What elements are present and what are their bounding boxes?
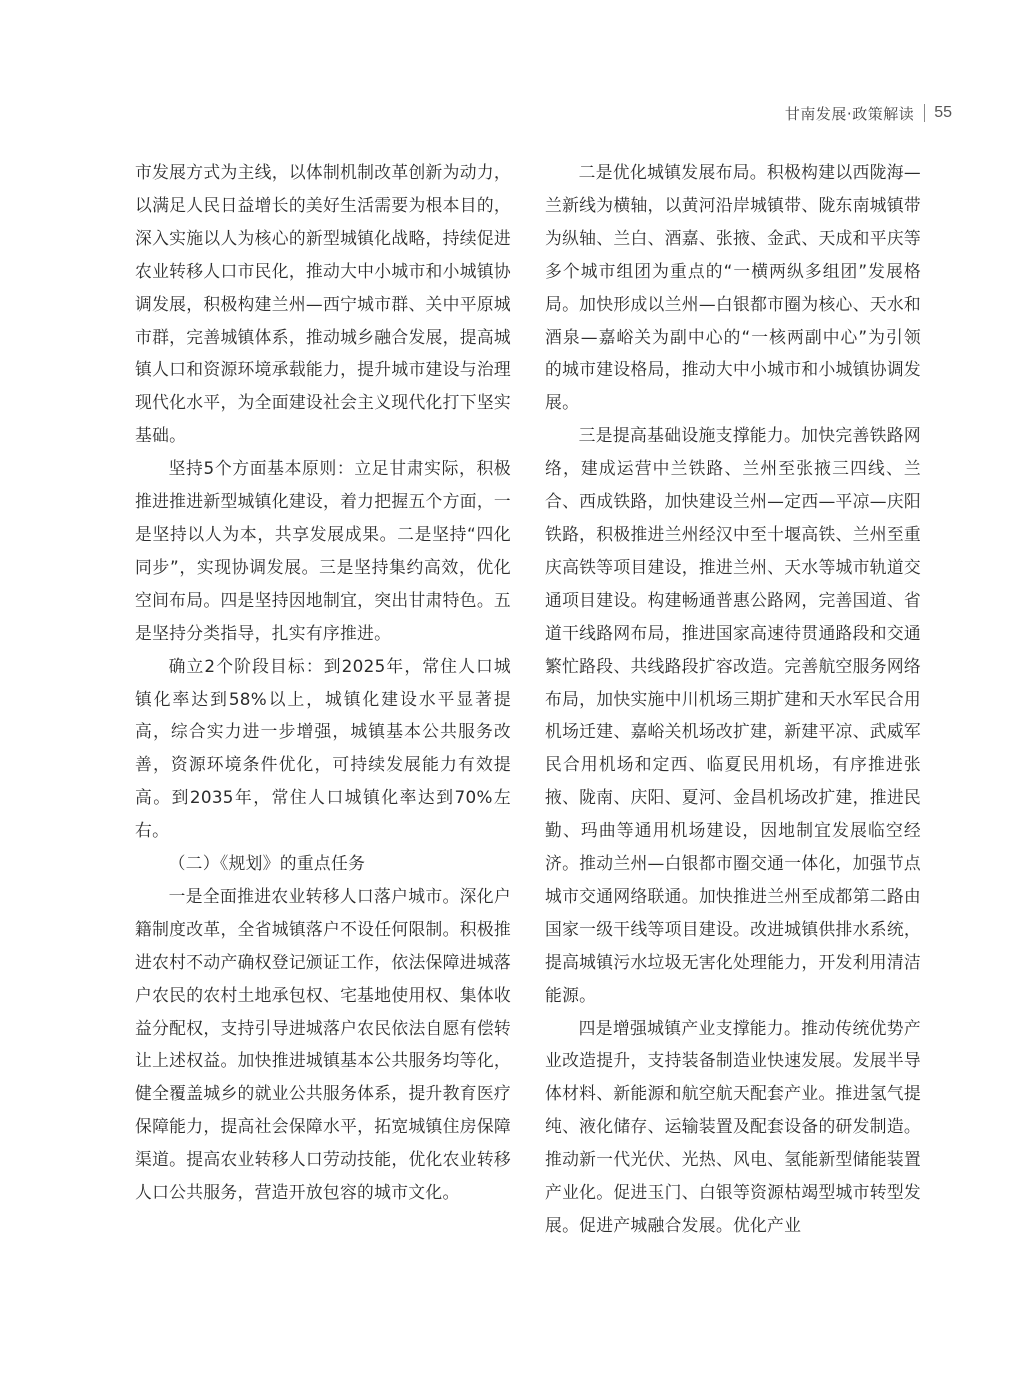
running-header: [785, 101, 952, 125]
section-subheading: （二）《规划》的重点任务: [168, 853, 366, 874]
paragraph: 坚持5个方面基本原则：立足甘肃实际，积极推进推进新型城镇化建设，着力把握五个方面，一是坚持以人为本，共享发展成果。二是坚持“四化同步”，实现协调发展。三是坚持集约高效，优化空间布局。四是坚持因地制宜，突出甘肃特色。五是坚持分类指导，扎实有序推进。: [135, 458, 511, 643]
paragraph: 二是优化城镇发展布局。积极构建以西陇海—兰新线为横轴，以黄河沿岸城镇带、陇东南城镇带为纵轴、兰白、酒嘉、张掖、金武、天成和平庆等多个城市组团为重点的“一横两纵多组团”发展格局。加快形成以兰州—白银都市圈为核心、天水和酒泉—嘉峪关为副中心的“一核两副中心”为引领的城市建设格局，推动大中小城市和小城镇协调发展。: [545, 162, 921, 413]
left-column: [135, 156, 511, 1209]
header-section-title: 甘南发展·政策解读: [784, 104, 915, 123]
right-column: [545, 156, 921, 1242]
paragraph: 一是全面推进农业转移人口落户城市。深化户籍制度改革，全省城镇落户不设任何限制。积极推进农村不动产确权登记颁证工作，依法保障进城落户农民的农村土地承包权、宅基地使用权、集体收益分配权，支持引导进城落户农民依法自愿有偿转让上述权益。加快推进城镇基本公共服务均等化，健全覆盖城乡的就业公共服务体系，提升教育医疗保障能力，提高社会保障水平，拓宽城镇住房保障渠道。提高农业转移人口劳动技能，优化农业转移人口公共服务，营造开放包容的城市文化。: [135, 885, 511, 1203]
page-number: 55: [934, 104, 952, 121]
paragraph: 市发展方式为主线，以体制机制改革创新为动力，以满足人民日益增长的美好生活需要为根本目的，深入实施以人为核心的新型城镇化战略，持续促进农业转移人口市民化，推动大中小城市和小城镇协调发展，积极构建兰州—西宁城市群、关中平原城市群，完善城镇体系，推动城乡融合发展，提高城镇人口和资源环境承载能力，提升城市建设与治理现代化水平，为全面建设社会主义现代化打下坚实基础。: [135, 162, 511, 446]
paragraph: 三是提高基础设施支撑能力。加快完善铁路网络，建成运营中兰铁路、兰州至张掖三四线、兰合、西成铁路，加快建设兰州—定西—平凉—庆阳铁路，积极推进兰州经汉中至十堰高铁、兰州至重庆高铁等项目建设，推进兰州、天水等城市轨道交通项目建设。构建畅通普惠公路网，完善国道、省道干线路网布局，推进国家高速待贯通路段和交通繁忙路段、共线路段扩容改造。完善航空服务网络布局，加快实施中川机场三期扩建和天水军民合用机场迁建、嘉峪关机场改扩建，新建平凉、武威军民合用机场和定西、临夏民用机场，有序推进张掖、陇南、庆阳、夏河、金昌机场改扩建，推进民勤、玛曲等通用机场建设，因地制宜发展临空经济。推动兰州—白银都市圈交通一体化，加强节点城市交通网络联通。加快推进兰州至成都第二路由国家一级干线等项目建设。改进城镇供排水系统，提高城镇污水垃圾无害化处理能力，开发利用清洁能源。: [545, 425, 921, 1005]
paragraph: 确立2个阶段目标：到2025年，常住人口城镇化率达到58%以上，城镇化建设水平显著提高，综合实力进一步增强，城镇基本公共服务改善，资源环境条件优化，可持续发展能力有效提高。到2035年，常住人口城镇化率达到70%左右。: [135, 655, 511, 841]
paragraph: 四是增强城镇产业支撑能力。推动传统优势产业改造提升，支持装备制造业快速发展。发展半导体材料、新能源和航空航天配套产业。推进氢气提纯、液化储存、运输装置及配套设备的研发制造。推动新一代光伏、光热、风电、氢能新型储能装置产业化。促进玉门、白银等资源枯竭型城市转型发展。促进产城融合发展。优化产业: [545, 1017, 921, 1235]
header-divider: [924, 104, 925, 122]
